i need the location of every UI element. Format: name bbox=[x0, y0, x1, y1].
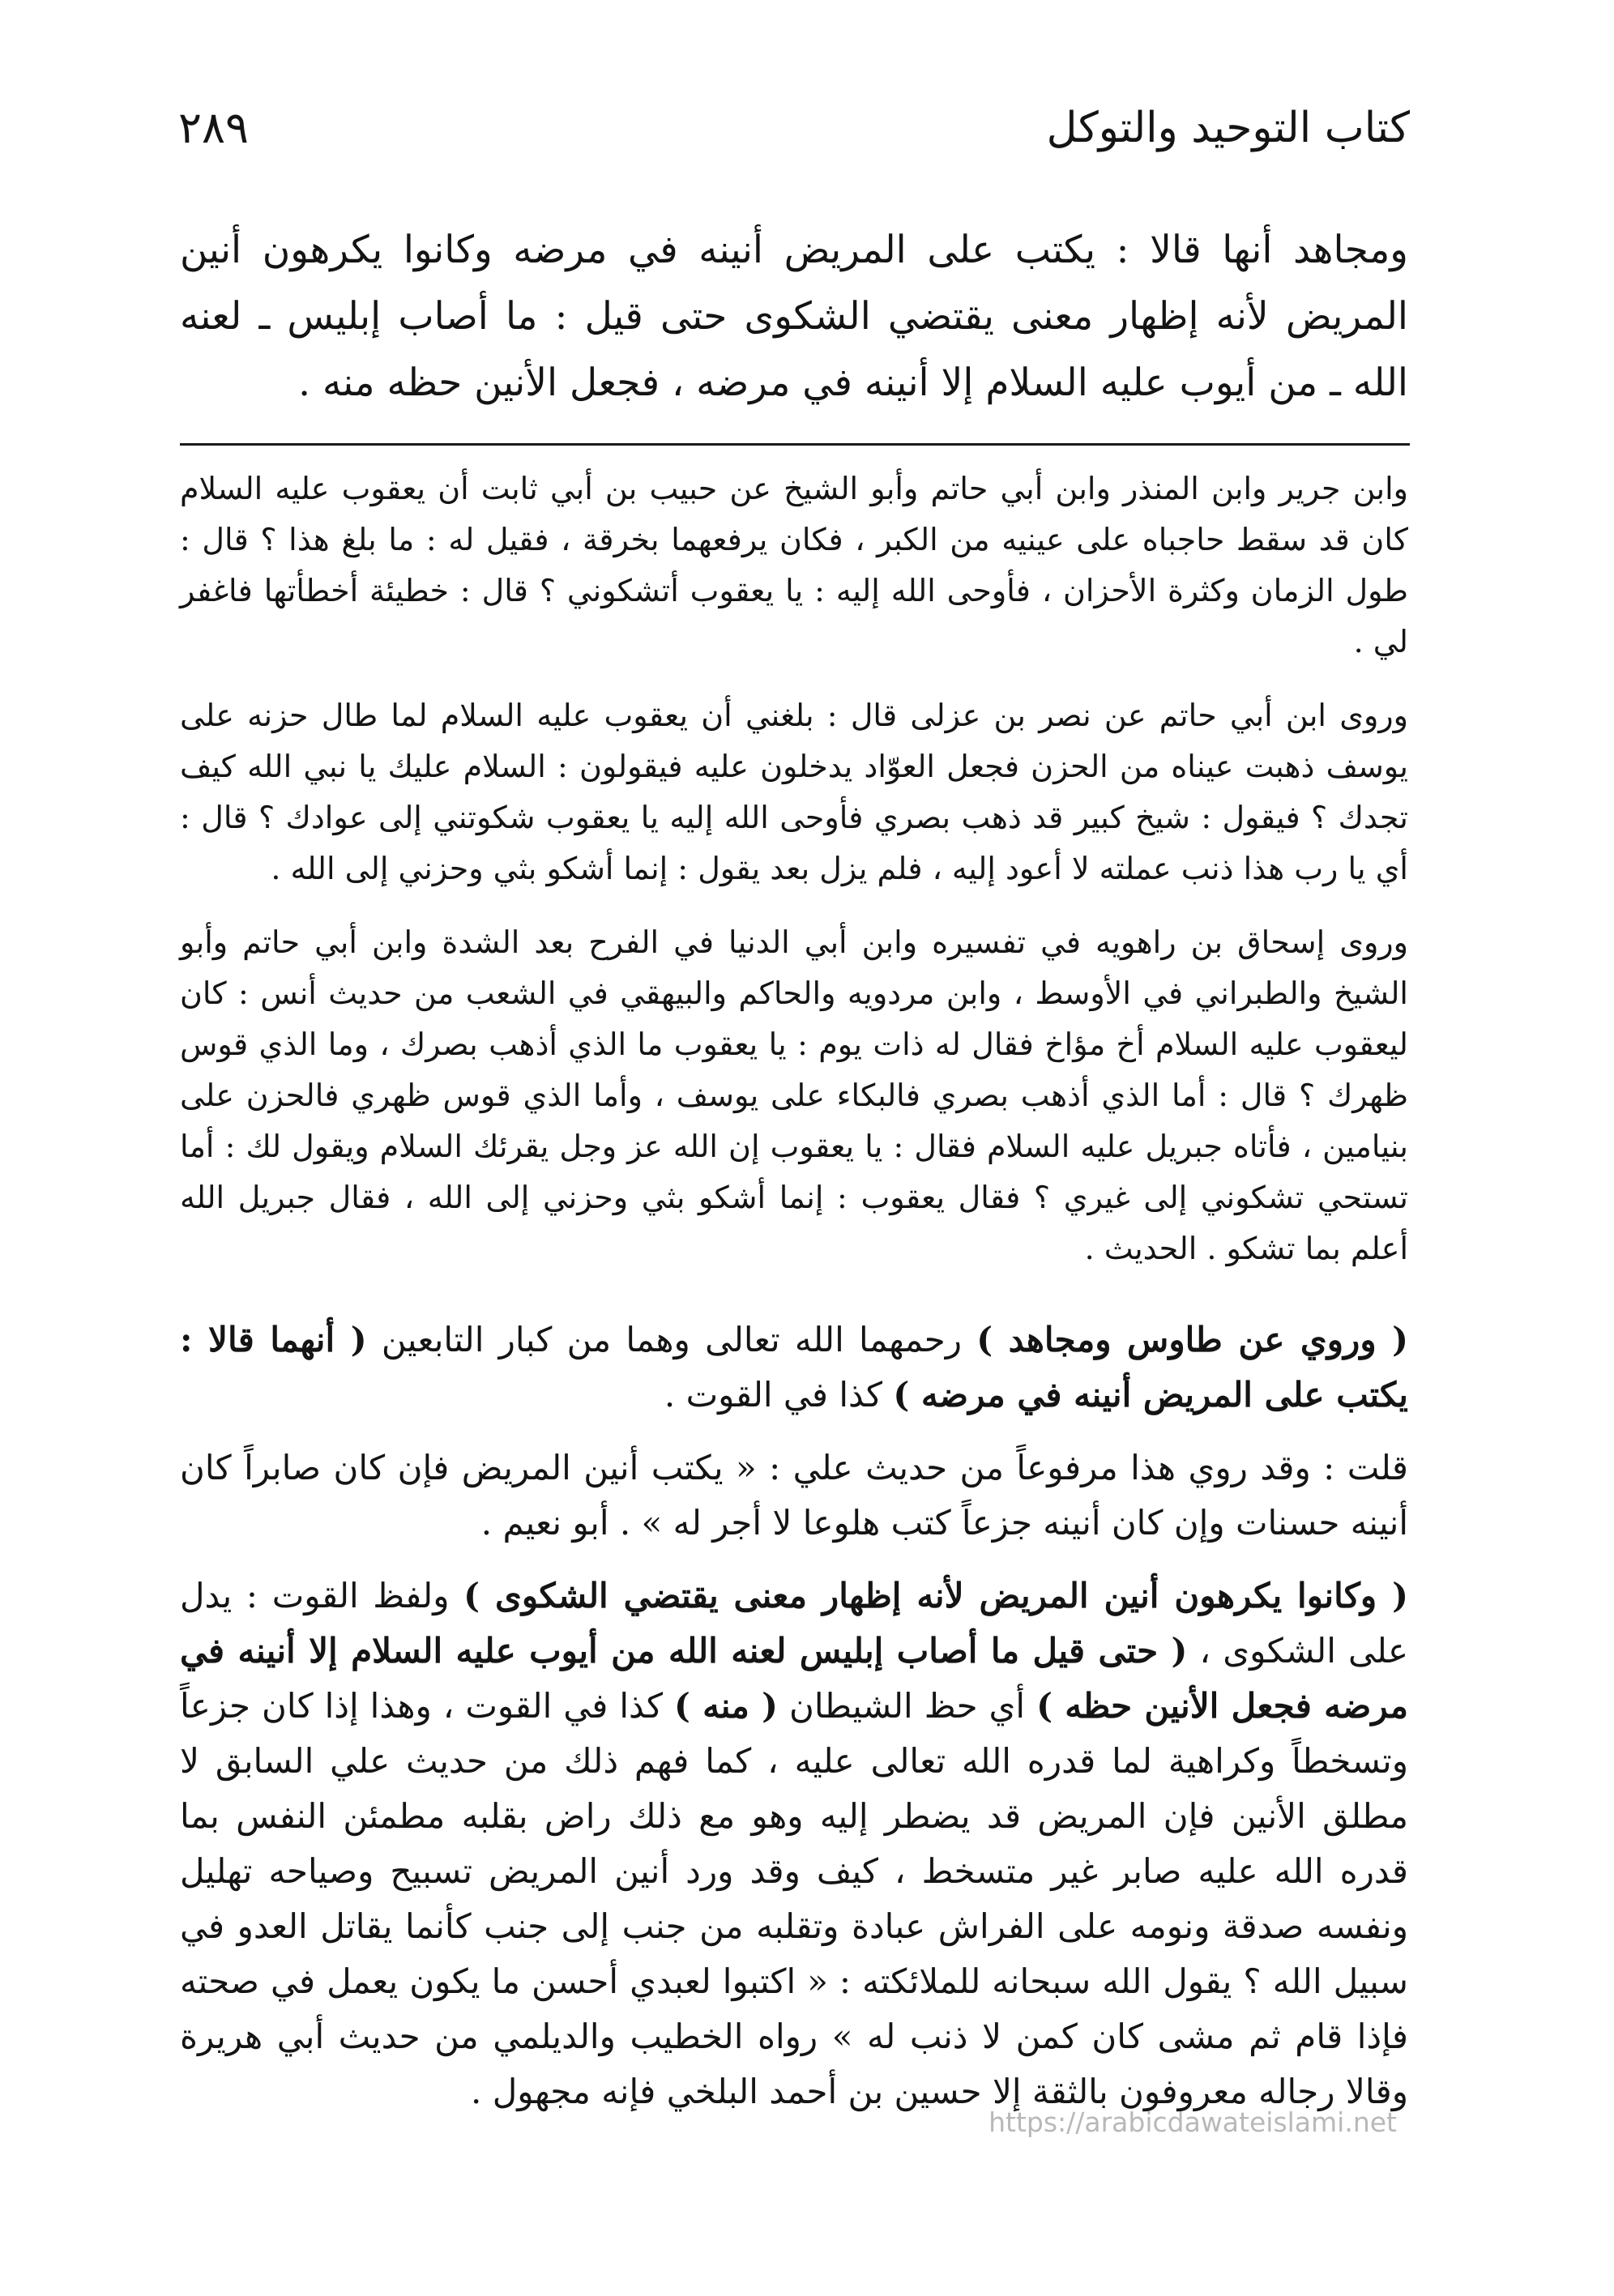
quoted-text: ( أنهما قالا : يكتب على المريض أنينه في مرضه ) bbox=[180, 1320, 1408, 1415]
footnote-paragraph: وروى ابن أبي حاتم عن نصر بن عزلى قال : بلغني أن يعقوب عليه السلام لما طال حزنه على يوسف ذهبت عيناه من الحزن فجعل العوّاد يدخلون عليه فيقولون : السلام عليك يا نبي الله كيف تجدك ؟ فيقول : شيخ كبير قد ذهب بصري فأوحى الله إليه يا يعقوب شكوتني إلى عوادك ؟ قال : أي يا رب هذا ذنب عملته لا أعود إليه ، فلم يزل بعد يقول : إنما أشكو بثي وحزني إلى الله . bbox=[180, 698, 1408, 886]
commentary-text: كذا في القوت ، وهذا إذا كان جزعاً وتسخطاً وكراهية لما قدره الله تعالى عليه ، كما فهم ذلك من حديث علي السابق لا مطلق الأنين فإن المريض قد يضطر إليه وهو مع ذلك راض بقلبه مطمئن النفس بما قدره الله عليه صابر غير متسخط ، كيف وقد ورد أنين المريض تسبيح وصياحه تهليل ونفسه صدقة ونومه على الفراش عبادة وتقلبه من جنب إلى جنب كأنما يقاتل العدو في سبيل الله ؟ يقول الله سبحانه للملائكته : « اكتبوا لعبدي أحسن ما يكون يعمل في صحته فإذا قام ثم مشى كان كمن لا ذنب له » رواه الخطيب والديلمي من حديث أبي هريرة وقالا رجاله معروفون بالثقة إلا حسين بن أحمد البلخي فإنه مجهول . bbox=[180, 1686, 1408, 2111]
footnote-paragraph: وروى إسحاق بن راهويه في تفسيره وابن أبي الدنيا في الفرح بعد الشدة وابن أبي حاتم وأبو الشيخ والطبراني في الأوسط ، وابن مردويه والحاكم والبيهقي في الشعب من حديث أنس : كان ليعقوب عليه السلام أخ مؤاخ فقال له ذات يوم : يا يعقوب ما الذي أذهب بصرك ، وما الذي قوس ظهرك ؟ قال : أما الذي أذهب بصري فالبكاء على يوسف ، وأما الذي قوس ظهري فالحزن على بنيامين ، فأتاه جبريل عليه السلام فقال : يا يعقوب إن الله عز وجل يقرئك السلام ويقول لك : أما تستحي تشكوني إلى غيري ؟ فقال يعقوب : إنما أشكو بثي وحزني إلى الله ، فقال جبريل الله أعلم بما تشكو . الحديث . bbox=[180, 924, 1408, 1266]
quoted-text: ( حتى قيل ما أصاب إبليس لعنه الله من أيوب عليه السلام إلا أنينه في مرضه فجعل الأنين حظه ) bbox=[180, 1631, 1408, 1726]
commentary-text: رحمهما الله تعالى وهما من كبار التابعين bbox=[366, 1320, 977, 1359]
commentary-paragraph-3 bbox=[180, 1568, 1408, 2119]
commentary-paragraph-1 bbox=[180, 1312, 1408, 1423]
commentary bbox=[180, 1312, 1408, 2137]
footnotes bbox=[180, 463, 1408, 1297]
commentary-paragraph-2: قلت : وقد روي هذا مرفوعاً من حديث علي : « يكتب أنين المريض فإن كان صابراً كان أنينه حسنات وإن كان أنينه جزعاً كتب هلوعا لا أجر له » . أبو نعيم . bbox=[180, 1448, 1408, 1543]
running-title: كتاب التوحيد والتوكل bbox=[1046, 104, 1410, 152]
commentary-text: كذا في القوت . bbox=[664, 1375, 894, 1415]
commentary-text: أي حظ الشيطان bbox=[778, 1686, 1037, 1726]
watermark-url: https://arabicdawateislami.net bbox=[988, 2106, 1397, 2138]
quoted-text: ( وروي عن طاوس ومجاهد ) bbox=[976, 1320, 1409, 1359]
page-header bbox=[178, 96, 1410, 177]
quoted-text: ( منه ) bbox=[674, 1686, 779, 1726]
main-paragraph: ومجاهد أنها قالا : يكتب على المريض أنينه في مرضه وكانوا يكرهون أنين المريض لأنه إظهار معنى يقتضي الشكوى حتى قيل : ما أصاب إبليس ـ لعنه الله ـ من أيوب عليه السلام إلا أنينه في مرضه ، فجعل الأنين حظه منه . bbox=[180, 228, 1408, 405]
main-text bbox=[180, 217, 1408, 416]
commentary-text: ولفظ القوت : يدل على الشكوى ، bbox=[180, 1576, 1408, 1671]
footnote-separator bbox=[180, 443, 1410, 446]
page-number: ٢٨٩ bbox=[178, 102, 250, 153]
footnote-paragraph: وابن جرير وابن المنذر وابن أبي حاتم وأبو الشيخ عن حبيب بن أبي ثابت أن يعقوب عليه السلام كان قد سقط حاجباه على عينيه من الكبر ، فكان يرفعهما بخرقة ، فقيل له : ما بلغ هذا ؟ قال : طول الزمان وكثرة الأحزان ، فأوحى الله إليه : يا يعقوب أتشكوني ؟ قال : خطيئة أخطأتها فاغفر لي . bbox=[180, 471, 1408, 659]
quoted-text: ( وكانوا يكرهون أنين المريض لأنه إظهار معنى يقتضي الشكوى ) bbox=[463, 1576, 1408, 1615]
